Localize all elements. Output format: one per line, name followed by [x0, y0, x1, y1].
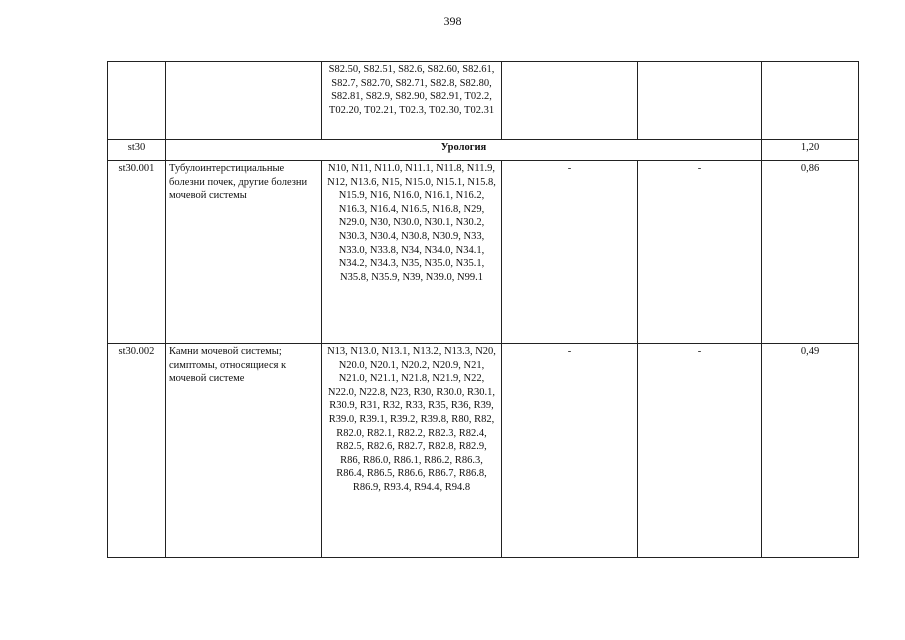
cell-mkb-codes: S82.50, S82.51, S82.6, S82.60, S82.61, S82.7, S82.70, S82.71, S82.8, S82.80, S82.81, S82.9, S82.90, S82.91, T02.2, T02.20, T02.21, T02.3, T02.30, T02.31 — [322, 62, 502, 140]
cell-mkb-codes: N10, N11, N11.0, N11.1, N11.8, N11.9, N12, N13.6, N15, N15.0, N15.1, N15.8, N15.9, N16, N16.0, N16.1, N16.2, N16.3, N16.4, N16.5, N16.8, N29, N29.0, N30, N30.0, N30.1, N30.2, N30.3, N30.4, N30.8, N30.9, N33, N33.0, N33.8, N34, N34.0, N34.1, N34.2, N34.3, N35, N35.0, N35.1, N35.8, N35.9, N39, N39.0, N99.1 — [322, 161, 502, 344]
cell-coefficient — [762, 62, 859, 140]
cell-col4: - — [502, 161, 638, 344]
cell-code: st30.001 — [108, 161, 166, 344]
cell-name — [166, 62, 322, 140]
cell-col5: - — [638, 161, 762, 344]
cell-code: st30.002 — [108, 344, 166, 558]
section-title: Урология — [166, 140, 762, 161]
cell-col5: - — [638, 344, 762, 558]
page-number: 398 — [443, 14, 462, 28]
table-row — [108, 161, 859, 344]
section-coefficient: 1,20 — [762, 140, 859, 161]
tariff-table — [107, 61, 859, 558]
cell-coefficient: 0,49 — [762, 344, 859, 558]
cell-col4 — [502, 62, 638, 140]
table-row — [108, 344, 859, 558]
section-code: st30 — [108, 140, 166, 161]
table-row-section — [108, 140, 859, 161]
cell-coefficient: 0,86 — [762, 161, 859, 344]
table-row-continuation — [108, 62, 859, 140]
cell-name: Камни мочевой системы; симптомы, относящиеся к мочевой системе — [166, 344, 322, 558]
cell-col5 — [638, 62, 762, 140]
cell-name: Тубулоинтерстициальные болезни почек, другие болезни мочевой системы — [166, 161, 322, 344]
cell-mkb-codes: N13, N13.0, N13.1, N13.2, N13.3, N20, N20.0, N20.1, N20.2, N20.9, N21, N21.0, N21.1, N21.8, N21.9, N22, N22.0, N22.8, N23, R30, R30.0, R30.1, R30.9, R31, R32, R33, R35, R36, R39, R39.0, R39.1, R39.2, R39.8, R80, R82, R82.0, R82.1, R82.2, R82.3, R82.4, R82.5, R82.6, R82.7, R82.8, R82.9, R86, R86.0, R86.1, R86.2, R86.3, R86.4, R86.5, R86.6, R86.7, R86.8, R86.9, R93.4, R94.4, R94.8 — [322, 344, 502, 558]
cell-col4: - — [502, 344, 638, 558]
cell-code — [108, 62, 166, 140]
